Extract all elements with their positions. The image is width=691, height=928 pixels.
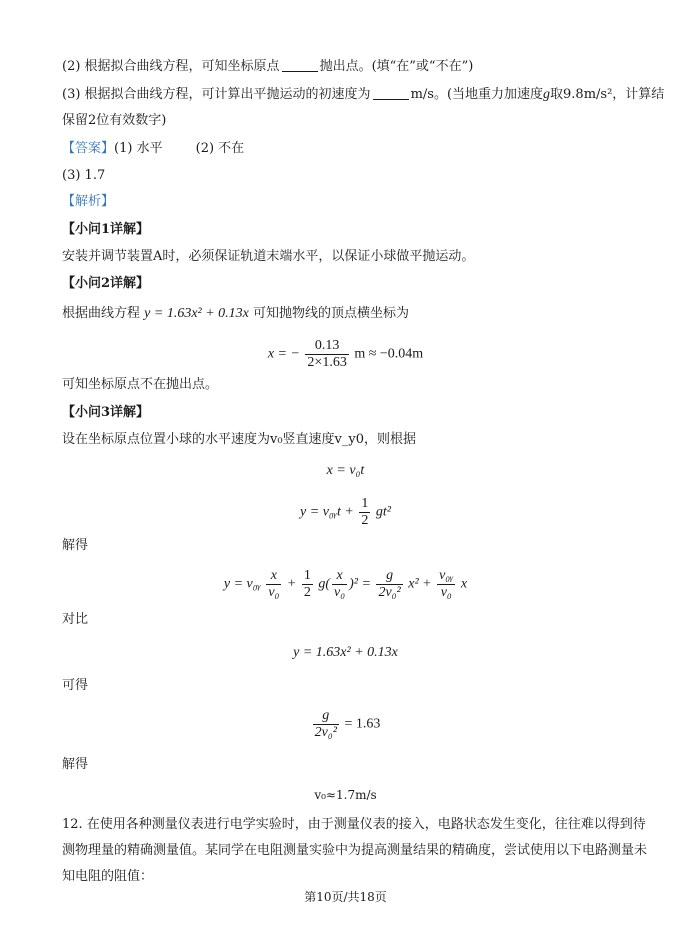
answer-tag: 【答案】 xyxy=(62,141,115,156)
sub2-title: 【小问2详解】 xyxy=(62,276,150,291)
equation-compare: y = 1.63x² + 0.13x xyxy=(293,645,398,660)
solve-label: 解得 xyxy=(62,538,89,553)
equation-x: x = v₀t xyxy=(326,463,365,478)
equation-substituted: y = v₀ᵧ $\frac{x}{\text{v₀}}$ + $\frac{1}{2}$ g( $\frac{x}{\text{v₀}}$ )² = $\frac{g}{\text{2v₀²}}$ x² + $\frac{\text{v₀ᵧ}}{\text{v₀}}$ x xyxy=(223,568,468,600)
answer-line: 【答案】(1) 水平 (2) 不在 xyxy=(62,141,245,156)
question-2: (2) 根据拟合曲线方程，可知坐标原点 抛出点。(填“在”或“不在”) xyxy=(62,59,474,74)
sub3-title: 【小问3详解】 xyxy=(62,405,150,420)
answer-line-2: (3) 1.7 xyxy=(62,168,106,183)
sub3-text: 设在坐标原点位置小球的水平速度为v₀竖直速度v_y0，则根据 xyxy=(62,432,417,447)
vertex-equation: x = − $\frac{0.13}{2\times 1.63}$ m ≈ −0.04m xyxy=(267,338,424,370)
sub2-conclusion: 可知坐标原点不在抛出点。 xyxy=(62,377,219,392)
analysis-tag: 【解析】 xyxy=(62,194,115,209)
result-velocity: v₀≈1.7m/s xyxy=(314,788,377,802)
answer-blank xyxy=(373,87,409,100)
question-12: 12. 在使用各种测量仪表进行电学实验时，由于测量仪表的接入，电路状态发生变化，往往难以得到待测物理量的精确测量值。某同学在电阻测量实验中为提高测量结果的精确度，尝试使用以下电路测量未知电阻的阻值： xyxy=(62,817,648,884)
curve-equation: y = 1.63x² + 0.13x xyxy=(144,306,249,321)
question-3: (3) 根据拟合曲线方程，可计算出平抛运动的初速度为 m/s。(当地重力加速度g取9.8m/s²，计算结 xyxy=(62,87,665,102)
sub1-title: 【小问1详解】 xyxy=(62,222,150,237)
obtain-label: 可得 xyxy=(62,678,89,693)
question-3-line2: 保留2位有效数字) xyxy=(62,113,167,128)
answer-blank xyxy=(282,59,318,72)
page-footer: 第10页/共18页 xyxy=(304,890,387,904)
equation-y: y = v₀ᵧt + $\frac{1}{2}$ gt² xyxy=(300,496,391,528)
solve-label-2: 解得 xyxy=(62,757,89,772)
sub1-text: 安装并调节装置A时，必须保证轨道末端水平，以保证小球做平抛运动。 xyxy=(62,249,475,264)
sub2-text: 根据曲线方程 y = 1.63x² + 0.13x 可知抛物线的顶点横坐标为 xyxy=(62,306,410,321)
compare-label: 对比 xyxy=(62,612,89,627)
equation-ratio: $\frac{g}{\text{2v₀²}}$ = 1.63 xyxy=(314,708,381,740)
